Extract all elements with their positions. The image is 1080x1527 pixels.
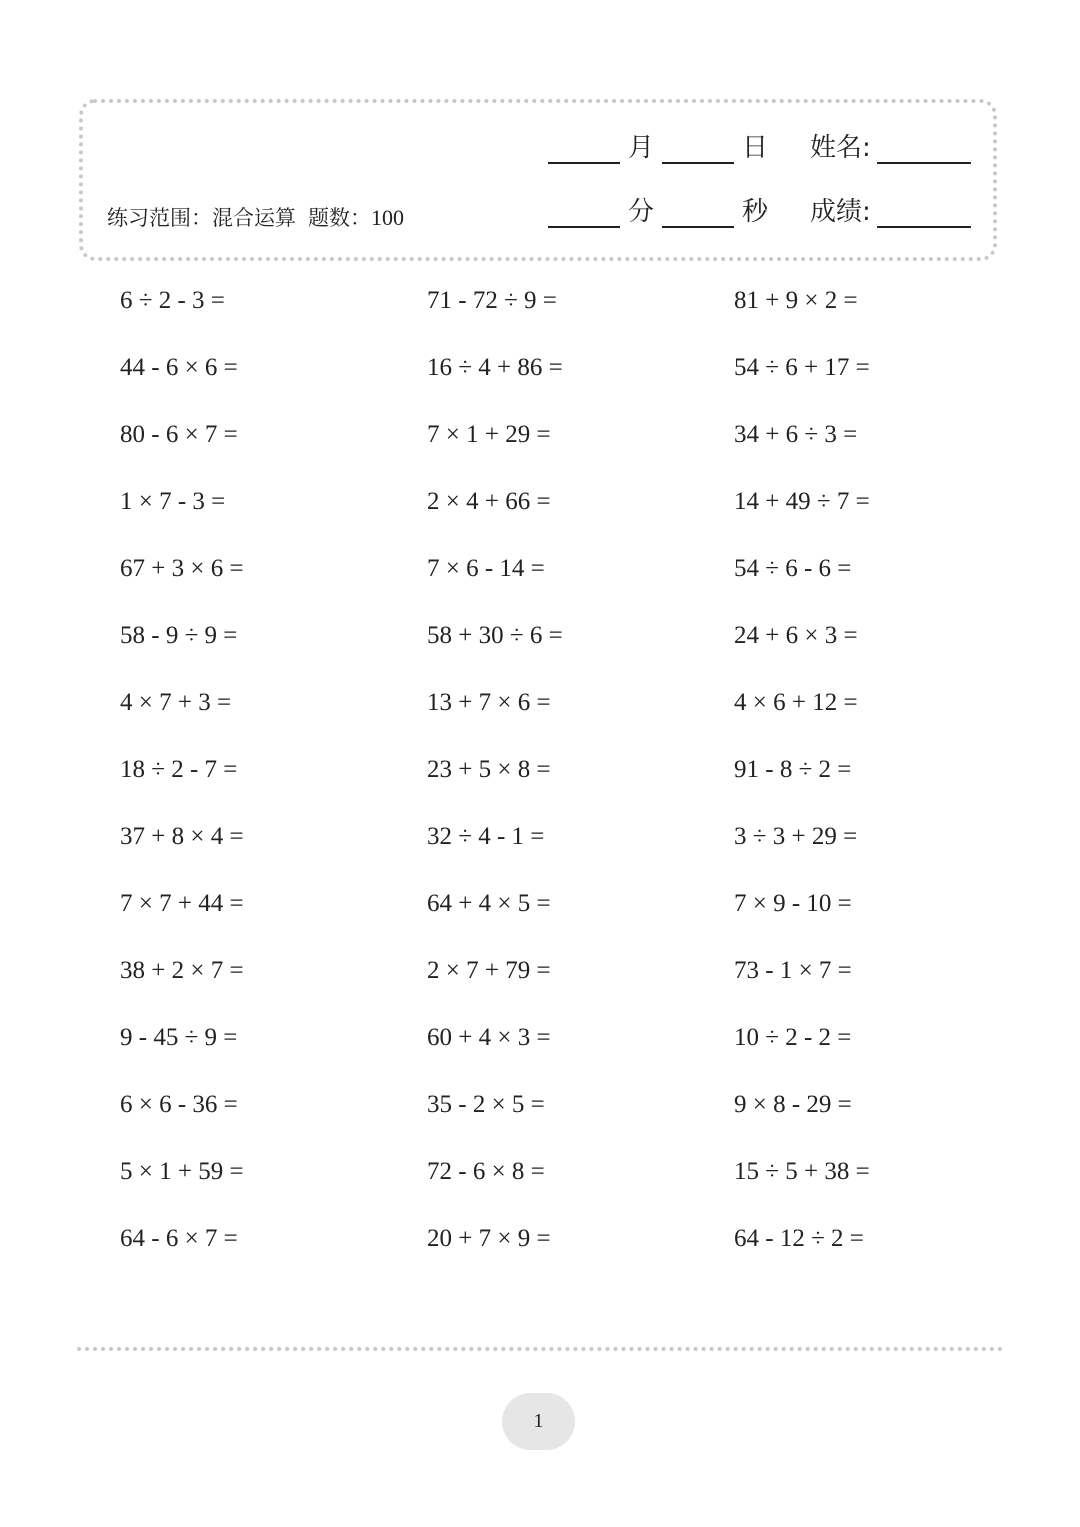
math-problem: 67 + 3 × 6 = xyxy=(120,555,244,582)
math-problem: 35 - 2 × 5 = xyxy=(427,1091,545,1118)
problem-row xyxy=(120,1018,1040,1085)
problem-grid xyxy=(120,281,1040,1286)
practice-range-info xyxy=(107,202,404,232)
minute-label: 分 xyxy=(628,197,655,227)
math-problem: 7 × 7 + 44 = xyxy=(120,890,244,917)
math-problem: 2 × 7 + 79 = xyxy=(427,957,551,984)
math-problem: 58 + 30 ÷ 6 = xyxy=(427,622,563,649)
math-problem: 37 + 8 × 4 = xyxy=(120,823,244,850)
name-label: 姓名: xyxy=(810,133,871,163)
math-problem: 23 + 5 × 8 = xyxy=(427,756,551,783)
math-problem: 7 × 9 - 10 = xyxy=(734,890,852,917)
time-score-row xyxy=(548,196,971,228)
math-problem: 3 ÷ 3 + 29 = xyxy=(734,823,858,850)
problem-row xyxy=(120,1152,1040,1219)
day-blank[interactable] xyxy=(662,134,734,164)
problem-row xyxy=(120,1085,1040,1152)
math-problem: 15 ÷ 5 + 38 = xyxy=(734,1158,870,1185)
math-problem: 54 ÷ 6 + 17 = xyxy=(734,354,870,381)
math-problem: 60 + 4 × 3 = xyxy=(427,1024,551,1051)
problem-row xyxy=(120,415,1040,482)
math-problem: 10 ÷ 2 - 2 = xyxy=(734,1024,852,1051)
problem-row xyxy=(120,348,1040,415)
math-problem: 54 ÷ 6 - 6 = xyxy=(734,555,852,582)
score-label: 成绩: xyxy=(810,197,871,227)
math-problem: 64 + 4 × 5 = xyxy=(427,890,551,917)
math-problem: 73 - 1 × 7 = xyxy=(734,957,852,984)
problem-row xyxy=(120,817,1040,884)
math-problem: 64 - 6 × 7 = xyxy=(120,1225,238,1252)
count-label: 题数： xyxy=(308,206,371,230)
problem-row xyxy=(120,549,1040,616)
date-name-row xyxy=(548,132,971,164)
problem-row xyxy=(120,884,1040,951)
math-problem: 6 ÷ 2 - 3 = xyxy=(120,287,225,314)
math-problem: 44 - 6 × 6 = xyxy=(120,354,238,381)
footer-divider xyxy=(77,1347,1003,1351)
math-problem: 14 + 49 ÷ 7 = xyxy=(734,488,870,515)
day-label: 日 xyxy=(742,133,769,163)
score-blank[interactable] xyxy=(877,198,971,228)
problem-row xyxy=(120,1219,1040,1286)
math-problem: 34 + 6 ÷ 3 = xyxy=(734,421,858,448)
math-problem: 16 ÷ 4 + 86 = xyxy=(427,354,563,381)
second-label: 秒 xyxy=(742,197,769,227)
math-problem: 80 - 6 × 7 = xyxy=(120,421,238,448)
math-problem: 4 × 7 + 3 = xyxy=(120,689,232,716)
math-problem: 4 × 6 + 12 = xyxy=(734,689,858,716)
math-problem: 81 + 9 × 2 = xyxy=(734,287,858,314)
math-problem: 7 × 6 - 14 = xyxy=(427,555,545,582)
math-problem: 64 - 12 ÷ 2 = xyxy=(734,1225,864,1252)
math-problem: 91 - 8 ÷ 2 = xyxy=(734,756,852,783)
math-problem: 1 × 7 - 3 = xyxy=(120,488,226,515)
worksheet-header-box xyxy=(79,99,997,261)
math-problem: 24 + 6 × 3 = xyxy=(734,622,858,649)
page-number: 1 xyxy=(533,1410,544,1432)
math-problem: 9 × 8 - 29 = xyxy=(734,1091,852,1118)
math-problem: 58 - 9 ÷ 9 = xyxy=(120,622,238,649)
page-number-badge xyxy=(502,1393,575,1450)
range-label: 练习范围：混合运算 xyxy=(107,206,296,230)
math-problem: 7 × 1 + 29 = xyxy=(427,421,551,448)
math-problem: 71 - 72 ÷ 9 = xyxy=(427,287,557,314)
math-problem: 38 + 2 × 7 = xyxy=(120,957,244,984)
month-label: 月 xyxy=(628,133,655,163)
problem-row xyxy=(120,951,1040,1018)
math-problem: 6 × 6 - 36 = xyxy=(120,1091,238,1118)
problem-row xyxy=(120,482,1040,549)
second-blank[interactable] xyxy=(662,198,734,228)
math-problem: 13 + 7 × 6 = xyxy=(427,689,551,716)
math-problem: 2 × 4 + 66 = xyxy=(427,488,551,515)
minute-blank[interactable] xyxy=(548,198,620,228)
math-problem: 72 - 6 × 8 = xyxy=(427,1158,545,1185)
problem-row xyxy=(120,281,1040,348)
name-blank[interactable] xyxy=(877,134,971,164)
math-problem: 18 ÷ 2 - 7 = xyxy=(120,756,238,783)
count-value: 100 xyxy=(371,205,404,230)
problem-row xyxy=(120,616,1040,683)
problem-row xyxy=(120,750,1040,817)
problem-row xyxy=(120,683,1040,750)
math-problem: 5 × 1 + 59 = xyxy=(120,1158,244,1185)
math-problem: 32 ÷ 4 - 1 = xyxy=(427,823,545,850)
math-problem: 9 - 45 ÷ 9 = xyxy=(120,1024,238,1051)
math-problem: 20 + 7 × 9 = xyxy=(427,1225,551,1252)
month-blank[interactable] xyxy=(548,134,620,164)
